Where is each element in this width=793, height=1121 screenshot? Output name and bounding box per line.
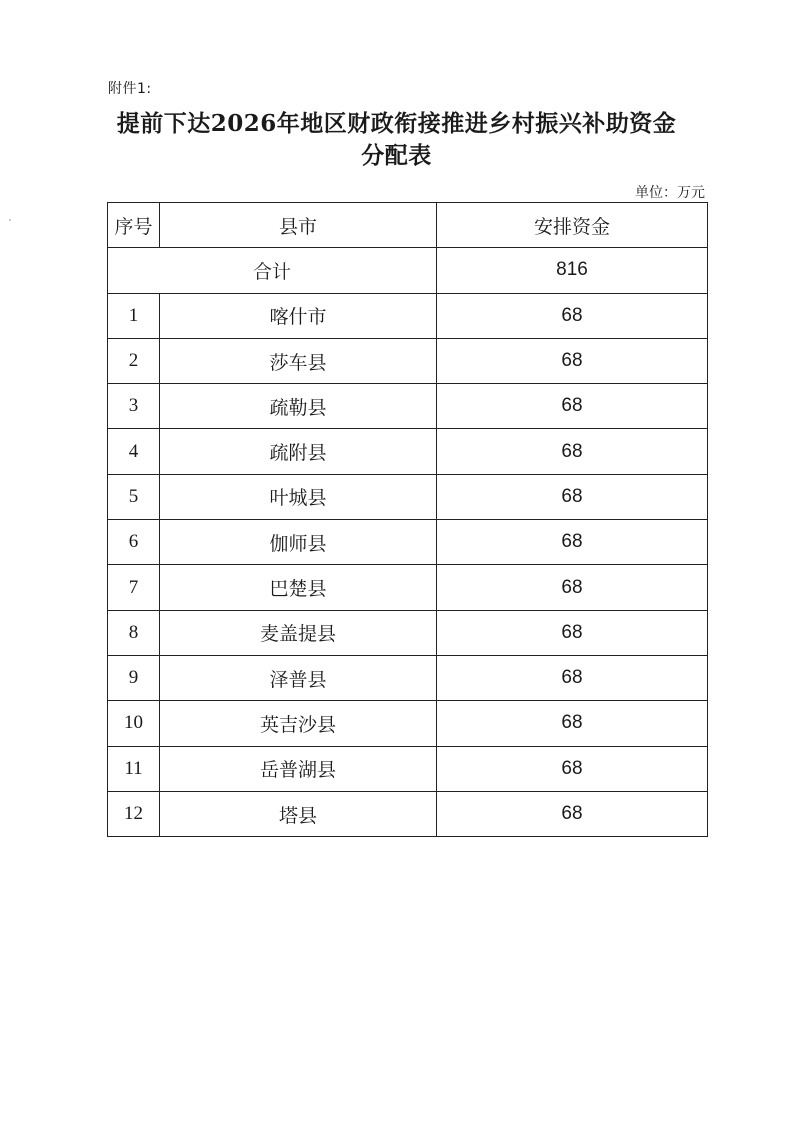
row-county: 麦盖提县 xyxy=(160,610,437,655)
row-index: 11 xyxy=(108,746,160,791)
row-index: 5 xyxy=(108,474,160,519)
table-row xyxy=(108,610,708,655)
row-amount: 68 xyxy=(437,746,708,791)
table-row xyxy=(108,701,708,746)
document-title-continued: 分配表 xyxy=(361,142,432,169)
row-amount: 68 xyxy=(437,338,708,383)
row-index: 8 xyxy=(108,610,160,655)
column-header-amount: 安排资金 xyxy=(437,203,708,248)
row-amount: 68 xyxy=(437,474,708,519)
row-amount: 68 xyxy=(437,384,708,429)
row-amount: 68 xyxy=(437,701,708,746)
table-row xyxy=(108,474,708,519)
column-header-index: 序号 xyxy=(108,203,160,248)
row-index: 12 xyxy=(108,791,160,836)
table-row xyxy=(108,520,708,565)
unit-label: 单位：万元 xyxy=(635,185,705,201)
row-index: 6 xyxy=(108,520,160,565)
row-index: 1 xyxy=(108,293,160,338)
row-amount: 68 xyxy=(437,520,708,565)
row-amount: 68 xyxy=(437,791,708,836)
row-amount: 68 xyxy=(437,565,708,610)
total-row xyxy=(108,248,708,293)
column-header-county: 县市 xyxy=(160,203,437,248)
row-county: 莎车县 xyxy=(160,338,437,383)
row-county: 巴楚县 xyxy=(160,565,437,610)
row-amount: 68 xyxy=(437,655,708,700)
row-county: 疏附县 xyxy=(160,429,437,474)
row-county: 疏勒县 xyxy=(160,384,437,429)
row-county: 英吉沙县 xyxy=(160,701,437,746)
row-county: 岳普湖县 xyxy=(160,746,437,791)
table-row xyxy=(108,655,708,700)
allocation-table xyxy=(107,202,708,837)
row-amount: 68 xyxy=(437,429,708,474)
table-row xyxy=(108,293,708,338)
row-county: 喀什市 xyxy=(160,293,437,338)
row-index: 7 xyxy=(108,565,160,610)
row-index: 9 xyxy=(108,655,160,700)
attachment-label: 附件1: xyxy=(108,81,152,97)
row-county: 叶城县 xyxy=(160,474,437,519)
table-row xyxy=(108,565,708,610)
table-header-row xyxy=(108,203,708,248)
row-county: 塔县 xyxy=(160,791,437,836)
row-county: 伽师县 xyxy=(160,520,437,565)
row-county: 泽普县 xyxy=(160,655,437,700)
row-index: 10 xyxy=(108,701,160,746)
table-row xyxy=(108,338,708,383)
total-label: 合计 xyxy=(108,248,437,293)
row-amount: 68 xyxy=(437,293,708,338)
row-amount: 68 xyxy=(437,610,708,655)
table-row xyxy=(108,384,708,429)
scan-artifact xyxy=(9,219,11,221)
table-row xyxy=(108,429,708,474)
row-index: 3 xyxy=(108,384,160,429)
total-amount: 816 xyxy=(437,248,708,293)
document-title: 提前下达2026年地区财政衔接推进乡村振兴补助资金 xyxy=(116,110,677,137)
row-index: 2 xyxy=(108,338,160,383)
row-index: 4 xyxy=(108,429,160,474)
table-row xyxy=(108,746,708,791)
table-row xyxy=(108,791,708,836)
